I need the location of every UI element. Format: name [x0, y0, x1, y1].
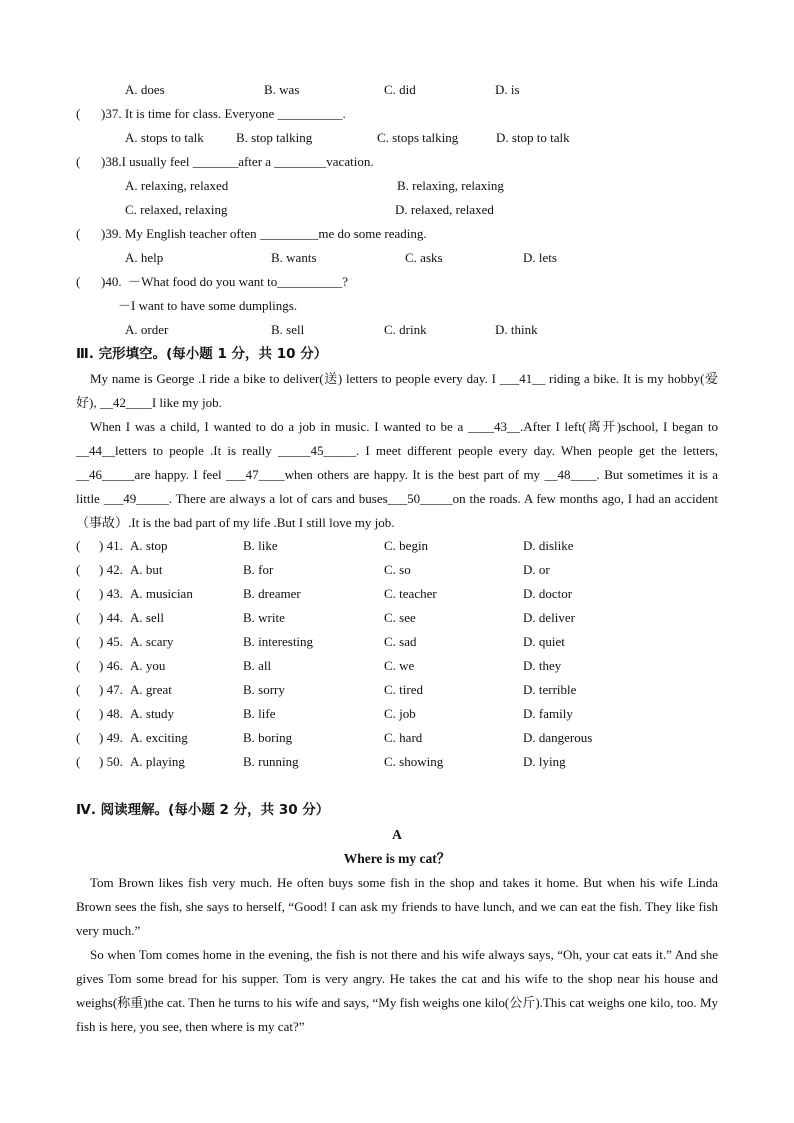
cloze-q47-option-c: C. tired — [384, 682, 423, 697]
q37-option-b: B. stop talking — [236, 130, 313, 145]
cloze-q41-option-b: B. like — [243, 538, 278, 553]
q38-paren: ( — [76, 154, 81, 169]
q37-option-a: A. stops to talk — [125, 130, 204, 145]
cloze-q47-option-d: D. terrible — [523, 682, 577, 697]
q39-stem-text: My English teacher often _________me do some reading. — [124, 226, 427, 241]
cloze-q49-option-a: A. exciting — [130, 730, 188, 745]
q36-option-c: C. did — [384, 82, 416, 97]
cloze-q45-number: ) 45. — [99, 634, 123, 649]
q37-stem-text: It is time for class. Everyone __________. — [124, 106, 346, 121]
cloze-q47-option-a: A. great — [130, 682, 172, 697]
cloze-q42-paren: ( — [76, 562, 81, 577]
q36-option-d: D. is — [495, 82, 520, 97]
passage-letter: A — [392, 827, 402, 842]
q40-number: )40. — [101, 274, 122, 289]
q40-paren: ( — [76, 274, 81, 289]
cloze-q49-option-c: C. hard — [384, 730, 423, 745]
cloze-q50-number: ) 50. — [99, 754, 123, 769]
cloze-q43-option-d: D. doctor — [523, 586, 573, 601]
cloze-q44-option-c: C. see — [384, 610, 416, 625]
cloze-q46-option-d: D. they — [523, 658, 562, 673]
cloze-q49-number: ) 49. — [99, 730, 123, 745]
cloze-q49-option-d: D. dangerous — [523, 730, 593, 745]
cloze-q45-paren: ( — [76, 634, 81, 649]
cloze-q44-option-b: B. write — [243, 610, 285, 625]
cloze-q45-option-a: A. scary — [130, 634, 174, 649]
q39-option-d: D. lets — [523, 250, 557, 265]
q40-stem-text: －What food do you want to__________? — [128, 274, 348, 289]
cloze-q47-number: ) 47. — [99, 682, 123, 697]
q39-paren: ( — [76, 226, 81, 241]
cloze-q42-option-c: C. so — [384, 562, 411, 577]
q39-option-b: B. wants — [271, 250, 317, 265]
section-3-heading: Ⅲ. 完形填空。(每小题 1 分，共 10 分） — [76, 346, 328, 362]
cloze-q48-paren: ( — [76, 706, 81, 721]
q37-stem — [101, 105, 346, 123]
cloze-q41-paren: ( — [76, 538, 81, 553]
q37-number: )37. — [101, 106, 122, 121]
cloze-q43-paren: ( — [76, 586, 81, 601]
passage-title: Where is my cat？ — [343, 851, 451, 866]
q40-stem — [101, 273, 348, 291]
cloze-q49-option-b: B. boring — [243, 730, 293, 745]
cloze-q46-number: ) 46. — [99, 658, 123, 673]
cloze-q43-option-b: B. dreamer — [243, 586, 301, 601]
q39-option-c: C. asks — [405, 250, 443, 265]
cloze-q50-option-d: D. lying — [523, 754, 566, 769]
cloze-q48-number: ) 48. — [99, 706, 123, 721]
q39-option-a: A. help — [125, 250, 164, 265]
cloze-q48-option-b: B. life — [243, 706, 276, 721]
q38-option-b: B. relaxing, relaxing — [397, 178, 504, 193]
cloze-q41-number: ) 41. — [99, 538, 123, 553]
q40-option-a: A. order — [125, 322, 169, 337]
cloze-q44-option-a: A. sell — [130, 610, 164, 625]
cloze-q45-option-b: B. interesting — [243, 634, 314, 649]
q39-number: )39. — [101, 226, 122, 241]
q37-option-d: D. stop to talk — [496, 130, 570, 145]
q39-stem — [101, 225, 427, 243]
cloze-q48-option-c: C. job — [384, 706, 416, 721]
q38-stem — [101, 153, 374, 171]
cloze-q46-option-b: B. all — [243, 658, 272, 673]
cloze-q47-option-b: B. sorry — [243, 682, 285, 697]
cloze-q45-option-c: C. sad — [384, 634, 417, 649]
q38-option-a: A. relaxing, relaxed — [125, 178, 229, 193]
q36-option-b: B. was — [264, 82, 300, 97]
cloze-q49-paren: ( — [76, 730, 81, 745]
cloze-q48-option-d: D. family — [523, 706, 573, 721]
q38-stem-text: I usually feel _______after a ________vacation. — [121, 154, 374, 169]
cloze-q42-option-d: D. or — [523, 562, 550, 577]
cloze-q50-option-a: A. playing — [130, 754, 185, 769]
cloze-q50-option-c: C. showing — [384, 754, 444, 769]
section-4-heading: Ⅳ. 阅读理解。(每小题 2 分，共 30 分） — [76, 802, 330, 818]
cloze-q45-option-d: D. quiet — [523, 634, 565, 649]
reading-paragraph-1: Tom Brown likes fish very much. He often buys some fish in the shop and takes it home. But when his wife Linda Brown sees the fish, she says to herself, “Good! I can ask my friends to have lunch, and we can eat the fish. They like fish very much.” — [76, 875, 718, 938]
cloze-q41-option-c: C. begin — [384, 538, 429, 553]
cloze-q44-paren: ( — [76, 610, 81, 625]
cloze-q50-paren: ( — [76, 754, 81, 769]
cloze-q44-number: ) 44. — [99, 610, 123, 625]
q38-number: )38. — [101, 154, 122, 169]
cloze-q43-option-c: C. teacher — [384, 586, 437, 601]
cloze-q42-number: ) 42. — [99, 562, 123, 577]
cloze-q50-option-b: B. running — [243, 754, 299, 769]
cloze-q46-option-a: A. you — [130, 658, 166, 673]
cloze-q47-paren: ( — [76, 682, 81, 697]
q38-option-d: D. relaxed, relaxed — [395, 202, 494, 217]
cloze-q41-option-d: D. dislike — [523, 538, 574, 553]
cloze-q46-paren: ( — [76, 658, 81, 673]
q40-option-b: B. sell — [271, 322, 305, 337]
cloze-q43-number: ) 43. — [99, 586, 123, 601]
cloze-q44-option-d: D. deliver — [523, 610, 575, 625]
q37-option-c: C. stops talking — [377, 130, 459, 145]
reading-paragraph-2: So when Tom comes home in the evening, the fish is not there and his wife always says, “Oh, your cat eats it.” And she gives Tom some bread for his supper. Tom is very angry. He takes the cat and his wife to the shop near his house and weighs(称重)the cat. Then he turns to his wife and says, “My fish weighs one kilo(公斤).This cat weighs one kilo, too. My fish is here, you see, then where is my cat?” — [76, 947, 718, 1034]
q38-option-c: C. relaxed, relaxing — [125, 202, 228, 217]
cloze-q43-option-a: A. musician — [130, 586, 193, 601]
q37-paren: ( — [76, 106, 81, 121]
cloze-q42-option-b: B. for — [243, 562, 274, 577]
cloze-q46-option-c: C. we — [384, 658, 415, 673]
q40-option-d: D. think — [495, 322, 538, 337]
q40-option-c: C. drink — [384, 322, 427, 337]
cloze-q48-option-a: A. study — [130, 706, 175, 721]
cloze-q41-option-a: A. stop — [130, 538, 168, 553]
q40-reply: －I want to have some dumplings. — [118, 298, 298, 313]
q36-option-a: A. does — [125, 82, 165, 97]
cloze-q42-option-a: A. but — [130, 562, 163, 577]
cloze-paragraph-2: When I was a child, I wanted to do a job in music. I wanted to be a ____43__.After I left(离开)school, I began to __44__letters to people .It is really _____45_____. I meet different people every day. When people get the letters, __46_____are happy. I feel ___47____when others are happy. It is the best part of my __48____. But sometimes it is a little ___49_____. There are always a lot of cars and buses___50_____on the roads. A few months ago, I had an accident（事故）.It is the bad part of my life .But I still love my job. — [76, 419, 718, 530]
cloze-paragraph-1: My name is George .I ride a bike to deliver(送) letters to people every day. I ___41__ riding a bike. It is my hobby(爱好), __42____I like my job. — [76, 371, 718, 410]
